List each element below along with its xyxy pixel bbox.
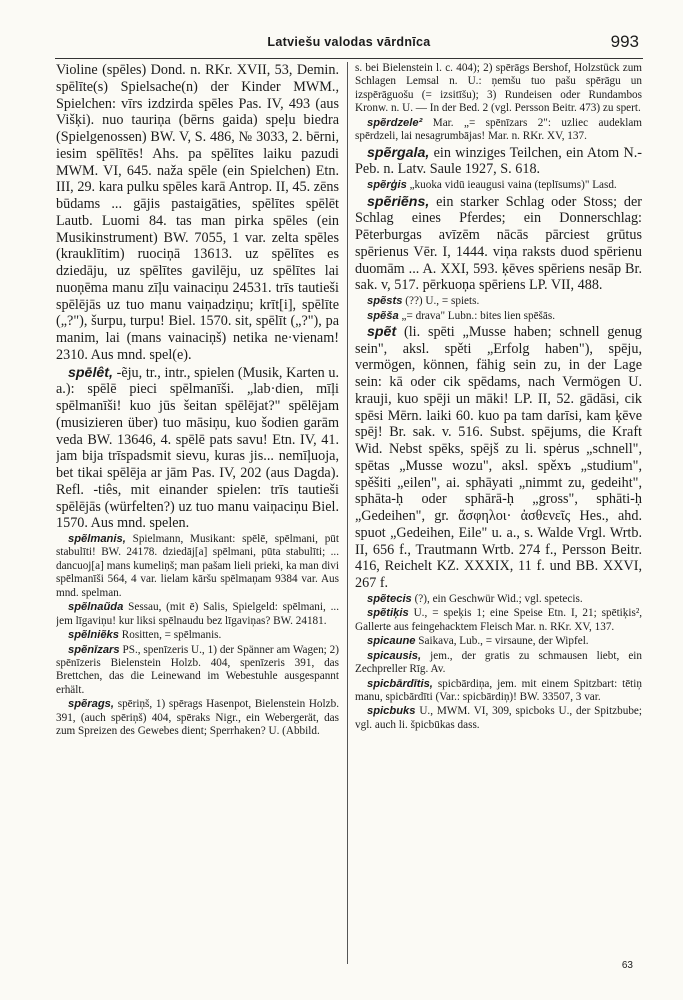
entry-text: spēriņš, 1) spērags Hasenpot, Bielenstein Holzb. 391, (auch spēriņš) 404, spēraks Nigr., ein Webergerät, das zum Spreizen des Gewebes dient; Sperrhaken? U. (Abbild. bbox=[56, 698, 339, 738]
entry-text: (li. spēti „Musse haben; schnell genug sein", aksl. spěti „Erfolg haben"), spēju, vermögen, können, fähig sein zu, in der Lage sein: kā oder cik spēdams, nach Vermögen U. krauji, kuo spēji un māki! LP. II, 52. gādāsi, cik spēsi Mērn. laiki 60. kuo pa tam darīsi, kam ķēve spēj! Br. sak. v. 516. Subst. spējums, die Kraft Wid. Nebst spēks, spējš zu li. spėrus „schnell", spētas „Musse wozu", aksl. spěxъ „studium", spěšiti „eilen", ai. sphāyati „nimmt zu, gedeiht", sphāta-ḥ oder sphārā-ḥ „gross", sphāti-ḥ „Gedeihen", gr. ἄσφηλοι· ἀσθενεῖς Hes., ahd. spuot „Gedeihen, Eile" u. a., s. Walde Vrgl. Wrtb. II, 656 f., Trautmann Wrtb. 274 f., Persson Beitr. 416, Reichelt KZ. XXXIX, 11 f. und BB. XXVI, 267 f. bbox=[355, 323, 642, 592]
dictionary-entry bbox=[355, 593, 642, 606]
dictionary-entry bbox=[56, 698, 339, 738]
dictionary-entry bbox=[56, 601, 339, 628]
entry-text: U., = speķis 1; eine Speise Etn. I, 21; spētiķis², Gallerte aus feingehacktem Fleisch Mar. n. RKr. XV, 137. bbox=[355, 607, 642, 633]
entry-headword: spẽnīzars bbox=[68, 643, 120, 656]
right-column bbox=[355, 62, 642, 962]
entry-headword: spẽtiķis bbox=[367, 607, 409, 620]
column-divider bbox=[347, 62, 348, 964]
running-title: Latviešu valodas vārdnīca bbox=[267, 35, 431, 49]
dictionary-entry bbox=[355, 635, 642, 648]
entry-text: Sessau, (mit ē) Salis, Spielgeld: spēlmani, ... jem līgaviņu! kur liksi spēlnaudu bez līgaviņas? BW. 24181. bbox=[56, 601, 339, 627]
dictionary-entry bbox=[355, 62, 642, 116]
signature-mark: 63 bbox=[621, 960, 633, 971]
left-column bbox=[56, 62, 339, 962]
entry-text: (??) U., = spiets. bbox=[402, 295, 480, 308]
entry-headword: spẽlmanis, bbox=[68, 533, 126, 545]
entry-headword: spẽt bbox=[367, 323, 397, 340]
dictionary-entry bbox=[56, 629, 339, 642]
dictionary-entry bbox=[355, 295, 642, 308]
entry-headword: spēlêt, bbox=[68, 364, 113, 381]
entry-headword: spicbuks bbox=[367, 705, 416, 718]
entry-text: -ẽju, tr., intr., spielen (Musik, Karten u. a.): spēlē pieci spēlmanīši. „lab·dien, mīļi spēlmanīši! kuo jūs šeitan spēlējat?" spēlējam (musizieren über) tuo māsiņu, kuo šodien garām veda BW. 13646, 4. spēlē pats savu! Etn. IV, 41. jam bija trīspadsmit sievu, kuras jis... nemīļuoja, bet tikai spēlēja ar jām Pas. IV, 202 (aus Dagda). Refl. -tiês, mit einander spielen: trīs tautieši spēlējās (würfelten?) uz tuo manu vaiņaciņu Biel. 1570. Aus mnd. spelen. bbox=[56, 364, 339, 532]
dictionary-entry bbox=[56, 644, 339, 698]
dictionary-entry bbox=[355, 117, 642, 144]
entry-text: spicbārdiņa, jem. mit einem Spitzbart: tētiņ manu, spicbārdīti (Var.: spicbārdiņ)! BW. 33507, 3 var. bbox=[355, 677, 642, 703]
dictionary-entry bbox=[56, 365, 339, 533]
dictionary-entry bbox=[355, 324, 642, 592]
entry-text: U., MWM. VI, 309, spicboks U., der Spitzbube; vgl. auch li. špicbūkas dass. bbox=[355, 705, 642, 731]
page-number: 993 bbox=[610, 32, 639, 51]
entry-headword: spẽrgala, bbox=[367, 144, 430, 161]
entry-headword: spẽriẽns, bbox=[367, 193, 430, 210]
dictionary-entry bbox=[355, 145, 642, 179]
entry-headword: spẽrģis bbox=[367, 179, 407, 192]
dictionary-entry bbox=[56, 533, 339, 600]
header-rule bbox=[55, 58, 643, 59]
entry-headword: spẽsts bbox=[367, 295, 403, 308]
entry-text: „= drava" Lubn.: bites lien spēšās. bbox=[398, 309, 556, 322]
dictionary-entry bbox=[355, 179, 642, 192]
entry-text: (?), ein Geschwür Wid.; vgl. spetecis. bbox=[411, 592, 583, 605]
entry-headword: spicaune bbox=[367, 635, 416, 648]
entry-headword: spicbārdītis, bbox=[367, 677, 433, 690]
entry-headword: spẽlnaũda bbox=[68, 601, 124, 614]
entry-text: Saikava, Lub., = virsaune, der Wipfel. bbox=[415, 635, 589, 648]
dictionary-entry bbox=[56, 62, 339, 364]
entry-text: s. bei Bielenstein l. c. 404); 2) spērāgs Bershof, Holzstück zum Schlagen Lemsal n. U.: ņemšu tuo pašu spērāgu un izspērāguošu (= izsitīšu); 3) Rundeisen oder Rundambos Kronw. n. U. — In der Bed. 2 (vgl. Persson Beitr. 473) zu spert. bbox=[355, 62, 642, 115]
entry-text: PS., spenīzeris U., 1) der Spänner am Wagen; 2) spēnīzeris Bielenstein Holzb. 404, spenīzeris 391, das Brettchen, das die Leinewand im Webestuhle ausgespannt erhält. bbox=[56, 643, 339, 696]
entry-text: jem., der gratis zu schmausen liebt, ein Zechpreller Rīg. Av. bbox=[355, 649, 642, 676]
dictionary-entry bbox=[355, 194, 642, 295]
entry-text: Rositten, = spēlmanis. bbox=[119, 629, 222, 642]
entry-headword: spẽlniẽks bbox=[68, 629, 119, 642]
entry-headword: spẽrdzele² bbox=[367, 116, 423, 129]
dictionary-entry bbox=[355, 650, 642, 677]
entry-text: Violine (spēles) Dond. n. RKr. XVII, 53, Demin. spēlīte(s) Spielsache(n) der Kinder MWM., Spielchen: vīrs izdzirda spēles Pas. IV, 493 (aus Višķi). nuo tauriņa (bērns gaida) speļu biedra (Spielgenossen) BW. V, S. 486, № 3033, 2. bērni, iesim spēlītēs! Ahs. pa spēlītes laiku pazudi MWM. VI, 645. naža spēle (ein Spielchen) Etn. III, 29. kara pulku spēles karā Antrop. II, 45. zēns būdams ... gājis pastaigāties, spēlītes spēlēt Lautb. Luomi 84. tas man pirka spēles (ein Musikinstrument) BW. 7055, 1 var. zelta spēles (krauklītim) ruociņā 13613. uz spēlītes es dziedāju, uz spēlītes gavilēju, uz spēlītes lai nuoņēma manu zīļu vainaciņu 24531. trīs tautieši spēlējās uz tuo manu vaiņadziņu; krīt[i], spēlīte („?"), šurpu, turpu! Biel. 1570. sit, spēlīt („?"), pa manim, lai (mans vainaciņš) netika ne·vienam! 2310. Aus mnd. spel(e). bbox=[56, 62, 339, 363]
entry-headword: spẽša bbox=[367, 309, 399, 322]
dictionary-entry bbox=[355, 310, 642, 323]
entry-text: ein starker Schlag oder Stoss; der Schlag eines Pferdes; ein Donnerschlag: Pēterburgas avīzēm nācās pārciest grūtus spērienus Vēr. I, 1444. viņa raksts duod spērienu duomām ... A. XXI, 593. ķēves spēriens nesāp Br. sak. v, 517. pērkuoņa spēriens LP. VII, 488. bbox=[355, 193, 642, 294]
entry-text: Mar. „= spēnīzars 2": uzliec audeklam spērdzeli, lai nesagrumbājas! Mar. n. RKr. XV, 137. bbox=[355, 116, 642, 143]
entry-headword: spẽrags, bbox=[68, 698, 115, 711]
page-header bbox=[55, 32, 643, 54]
entry-text: „kuoka vidū ieaugusi vaina (teplīsums)" Lasd. bbox=[406, 179, 617, 192]
entry-headword: spicausis, bbox=[367, 649, 422, 662]
entry-text: ein winziges Teilchen, ein Atom N.-Peb. n. Latv. Saule 1927, S. 618. bbox=[355, 144, 642, 178]
dictionary-entry bbox=[355, 607, 642, 634]
entry-text: Spielmann, Musikant: spēlē, spēlmani, pūt stabulīti! BW. 24178. dziedāj[a] spēlmani, pūta stabulīti; ... dancuoj[a] mans kumeliņš; man pašam lieli prieki, ka man divi spēlmanīši 564, 4 var. lielam kāršu spēlmaņam 9384 var. Aus mnd. spelman. bbox=[56, 533, 339, 599]
dictionary-entry bbox=[355, 678, 642, 705]
dictionary-entry bbox=[355, 705, 642, 732]
entry-headword: spẽtecis bbox=[367, 592, 412, 605]
